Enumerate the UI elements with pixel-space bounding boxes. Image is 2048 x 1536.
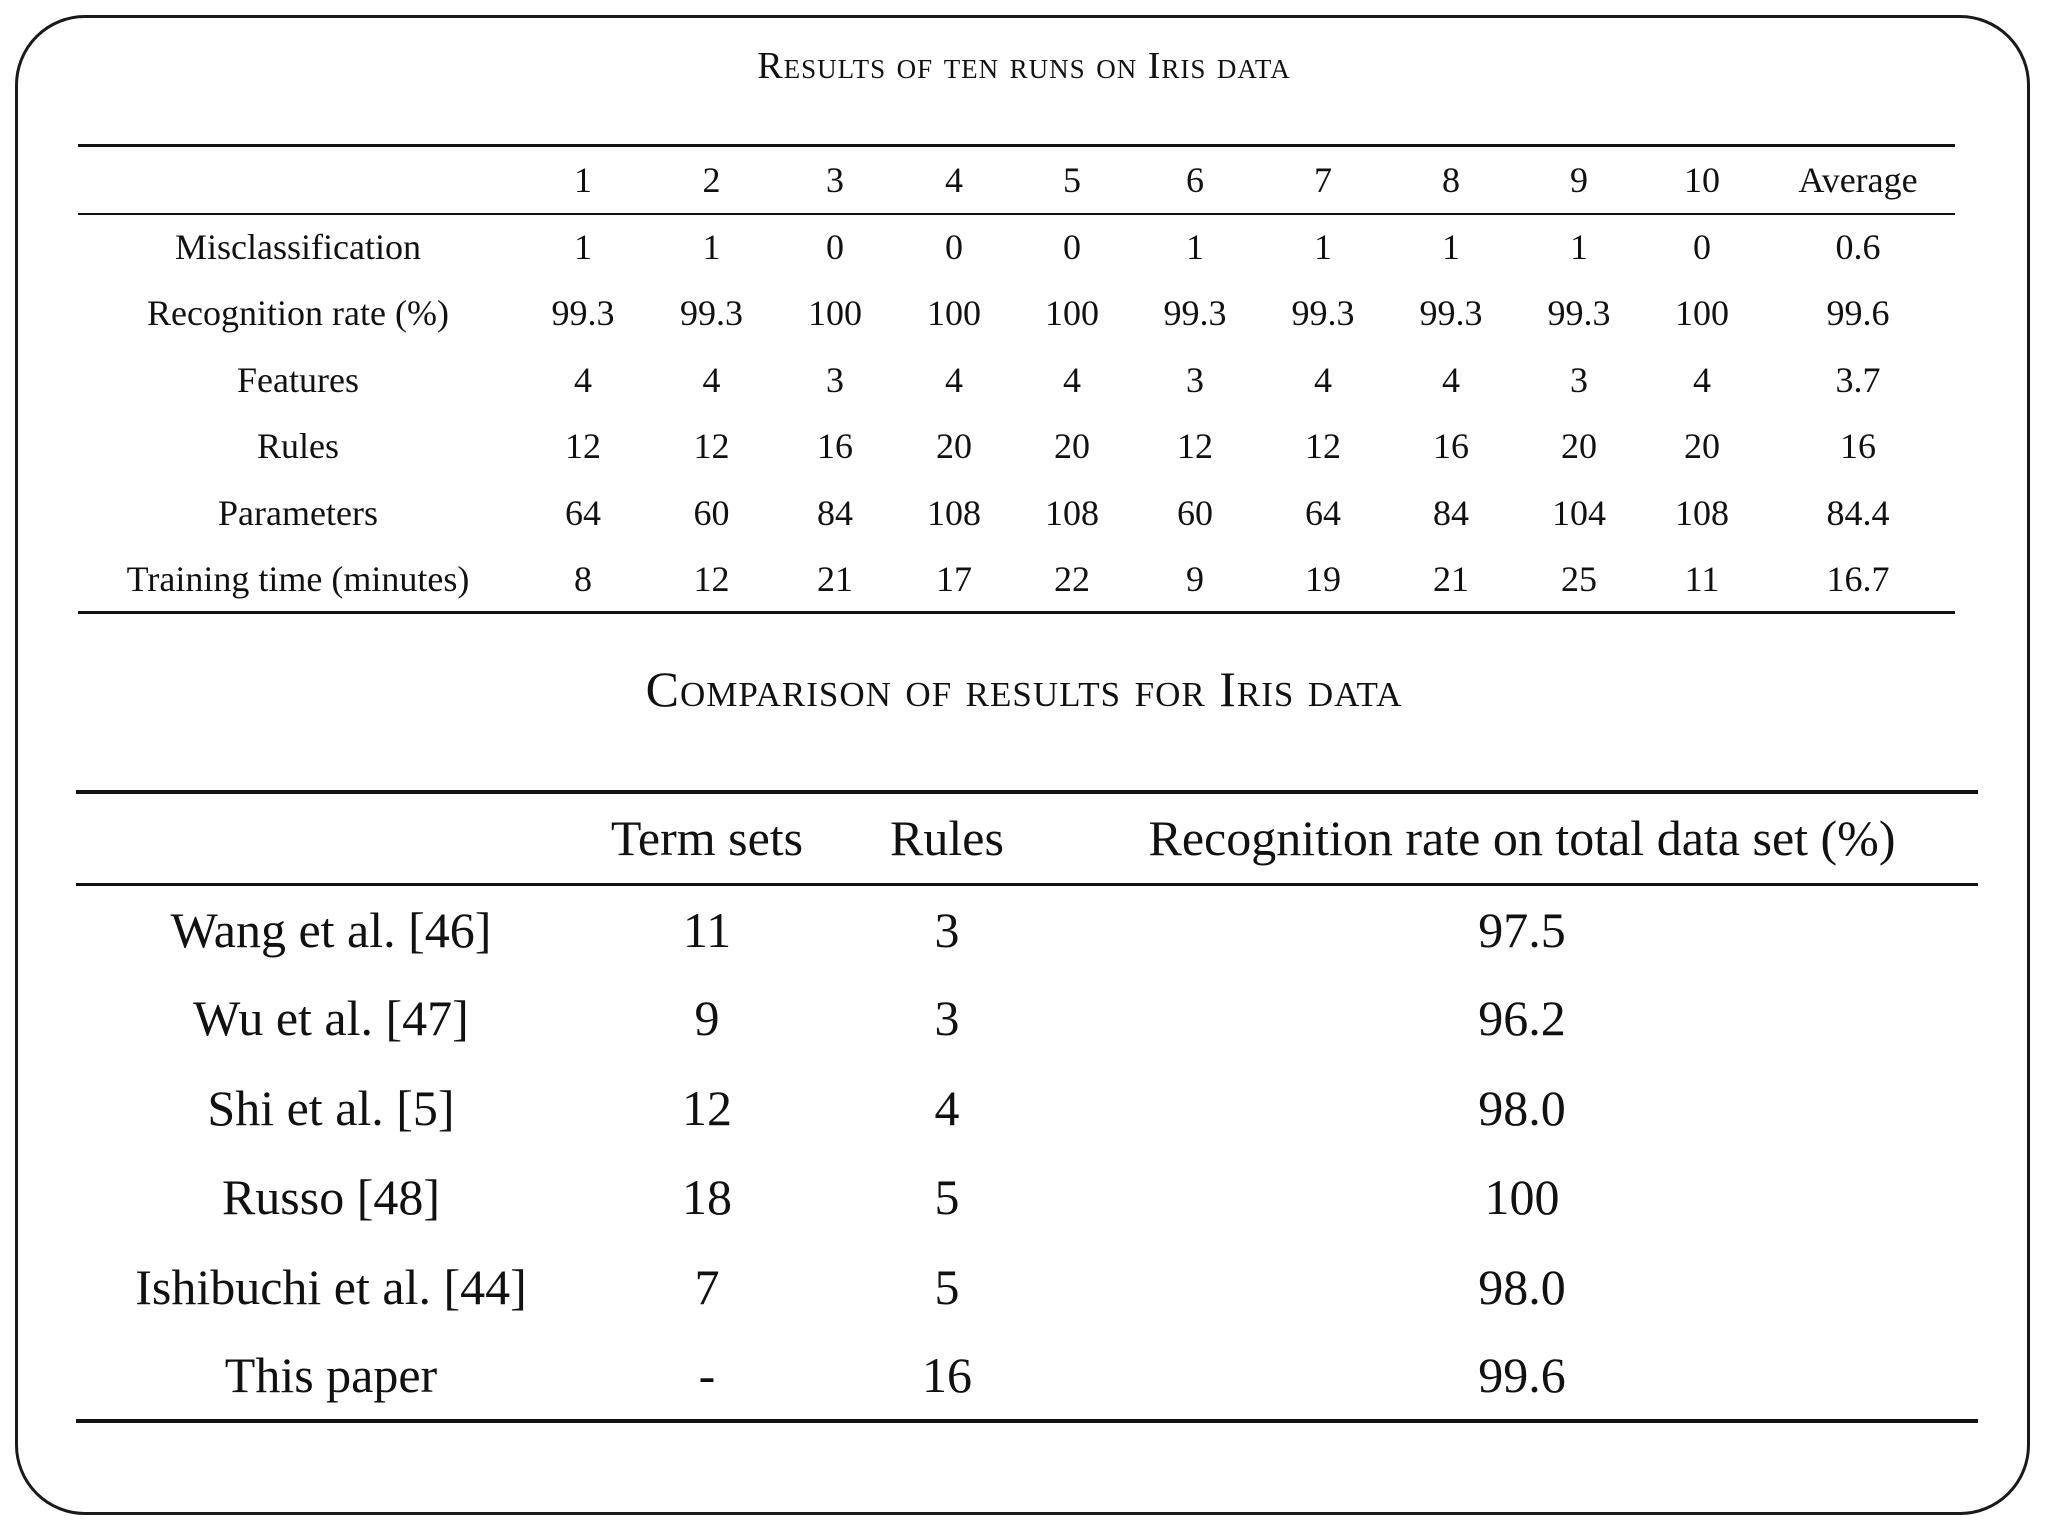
table-cell: 12 [1305, 426, 1341, 467]
table-cell: 3.7 [1835, 359, 1881, 400]
table1-caption: Results of ten runs on Iris data [757, 45, 1291, 87]
table-cell: 7 [694, 1258, 720, 1315]
table-cell: 20 [1684, 426, 1720, 467]
table2-header-cell: Term sets [586, 792, 828, 884]
table-cell: 99.6 [1478, 1347, 1566, 1404]
table-cell: 20 [1054, 426, 1090, 467]
table-cell: 99.6 [1826, 293, 1890, 334]
table-cell: 64 [1305, 492, 1341, 533]
table-row [78, 280, 1955, 347]
table-cell: 16.7 [1826, 558, 1890, 599]
table-cell: 17 [936, 558, 972, 599]
table1-header-cell: 10 [1643, 146, 1761, 214]
table-cell: 99.3 [1163, 293, 1227, 334]
table1-header-cell: 7 [1259, 146, 1387, 214]
table-cell: 21 [1433, 558, 1469, 599]
table-cell: 4 [934, 1079, 960, 1136]
table-cell: 99.3 [551, 293, 615, 334]
table-cell: 100 [1045, 293, 1099, 334]
table-row [76, 1332, 1978, 1422]
table1-header-cell: 5 [1013, 146, 1131, 214]
table-cell: 60 [1177, 492, 1213, 533]
table-cell: 100 [808, 293, 862, 334]
table-cell: 20 [936, 426, 972, 467]
table1-header-row [78, 146, 1955, 214]
table-cell: 60 [693, 492, 730, 533]
table-cell: 1 [1442, 227, 1460, 268]
table1-header-cell: Average [1761, 146, 1955, 214]
table-cell: 84.4 [1826, 492, 1890, 533]
table-row [76, 884, 1978, 974]
table-cell: 100 [1484, 1169, 1560, 1226]
table-cell: 1 [1186, 227, 1204, 268]
table-cell: 4 [945, 359, 963, 400]
table-cell: 96.2 [1478, 990, 1566, 1047]
table-cell: 0 [826, 227, 844, 268]
table-row [76, 1153, 1978, 1243]
table2-header-cell [76, 792, 586, 884]
table-cell: 84 [817, 492, 853, 533]
table-cell: 8 [574, 558, 592, 599]
table-row [78, 480, 1955, 547]
table-cell: 5 [934, 1169, 960, 1226]
table-cell: - [698, 1347, 716, 1404]
table-cell: 12 [565, 426, 601, 467]
table2-header-cell: Rules [828, 792, 1066, 884]
table-cell: 16 [817, 426, 853, 467]
table-cell: 4 [702, 359, 721, 400]
table-cell: 25 [1561, 558, 1597, 599]
table2-header-cell: Recognition rate on total data set (%) [1066, 792, 1978, 884]
table1-header-cell [78, 146, 518, 214]
comparison-table [76, 790, 1978, 1423]
table-cell: 1 [702, 227, 721, 268]
table-cell: 12 [693, 558, 730, 599]
table-cell: 3 [1186, 359, 1204, 400]
table-cell: 0 [1063, 227, 1081, 268]
table-cell: 16 [922, 1347, 972, 1404]
table-cell: 97.5 [1478, 901, 1566, 958]
table-cell: 108 [1675, 492, 1729, 533]
table-cell: 1 [574, 227, 592, 268]
table-cell: This paper [224, 1347, 438, 1404]
table2-header-row [76, 792, 1978, 884]
table-cell: Shi et al. [5] [207, 1079, 455, 1136]
table-cell: Features [237, 359, 359, 400]
table-cell: 11 [682, 901, 732, 958]
table-cell: 18 [682, 1169, 732, 1226]
table2-caption: Comparison of results for Iris data [645, 661, 1403, 717]
table-row [76, 974, 1978, 1064]
table-cell: 19 [1305, 558, 1341, 599]
table-cell: 12 [693, 426, 730, 467]
table-cell: Russo [48] [221, 1169, 441, 1226]
table-cell: 99.3 [1419, 293, 1483, 334]
table-cell: 22 [1054, 558, 1090, 599]
table-cell: 104 [1552, 492, 1606, 533]
table-cell: 84 [1433, 492, 1469, 533]
table-cell: 20 [1561, 426, 1597, 467]
table1-header-cell: 1 [518, 146, 648, 214]
table-cell: 1 [1314, 227, 1332, 268]
table-cell: 12 [1177, 426, 1213, 467]
table-cell: 4 [1693, 359, 1711, 400]
table-cell: 5 [934, 1258, 960, 1315]
table-row [76, 1242, 1978, 1332]
table-cell: 108 [927, 492, 981, 533]
table-cell: Rules [256, 426, 339, 467]
table-cell: 0 [1693, 227, 1711, 268]
table-cell: 3 [934, 901, 960, 958]
table-row [76, 1063, 1978, 1153]
table-cell: Misclassification [175, 227, 421, 268]
results-ten-runs-table [78, 144, 1955, 614]
table-cell: 16 [1433, 426, 1469, 467]
table-cell: 0.6 [1835, 227, 1881, 268]
table-cell: 4 [574, 359, 592, 400]
table-cell: 108 [1045, 492, 1099, 533]
table-cell: 4 [1442, 359, 1460, 400]
table-cell: Wang et al. [46] [170, 901, 492, 958]
table-cell: 100 [1675, 293, 1729, 334]
table-cell: 98.0 [1478, 1079, 1566, 1136]
table-cell: Parameters [218, 492, 378, 533]
table-cell: 4 [1314, 359, 1332, 400]
table-cell: 99.3 [1547, 293, 1611, 334]
table1-header-cell: 8 [1387, 146, 1515, 214]
table1-header-cell: 9 [1515, 146, 1643, 214]
table-cell: 4 [1063, 359, 1081, 400]
table1-header-cell: 2 [648, 146, 775, 214]
table1-header-cell: 6 [1131, 146, 1259, 214]
table-row [78, 214, 1955, 281]
table-cell: Ishibuchi et al. [44] [135, 1258, 527, 1315]
table-cell: 12 [682, 1079, 732, 1136]
table-cell: 3 [934, 990, 960, 1047]
table-cell: 1 [1570, 227, 1588, 268]
table-cell: 11 [1684, 558, 1720, 599]
table-cell: 3 [826, 359, 844, 400]
table1-header-cell: 3 [775, 146, 895, 214]
table-cell: 3 [1570, 359, 1588, 400]
table-cell: 21 [817, 558, 853, 599]
table-row [78, 546, 1955, 613]
table-cell: 9 [1186, 558, 1204, 599]
table1-header-cell: 4 [895, 146, 1013, 214]
table-cell: Wu et al. [47] [193, 990, 469, 1047]
table-cell: 0 [945, 227, 963, 268]
table-cell: Training time (minutes) [126, 558, 470, 599]
table-cell: 100 [927, 293, 981, 334]
table-cell: 64 [565, 492, 601, 533]
table-cell: 9 [694, 990, 720, 1047]
table-cell: 98.0 [1478, 1258, 1566, 1315]
table-row [78, 347, 1955, 414]
table-cell: 99.3 [680, 293, 743, 334]
table-cell: Recognition rate (%) [147, 293, 449, 334]
table-cell: 99.3 [1291, 293, 1355, 334]
table-row [78, 413, 1955, 480]
table-cell: 16 [1840, 426, 1876, 467]
